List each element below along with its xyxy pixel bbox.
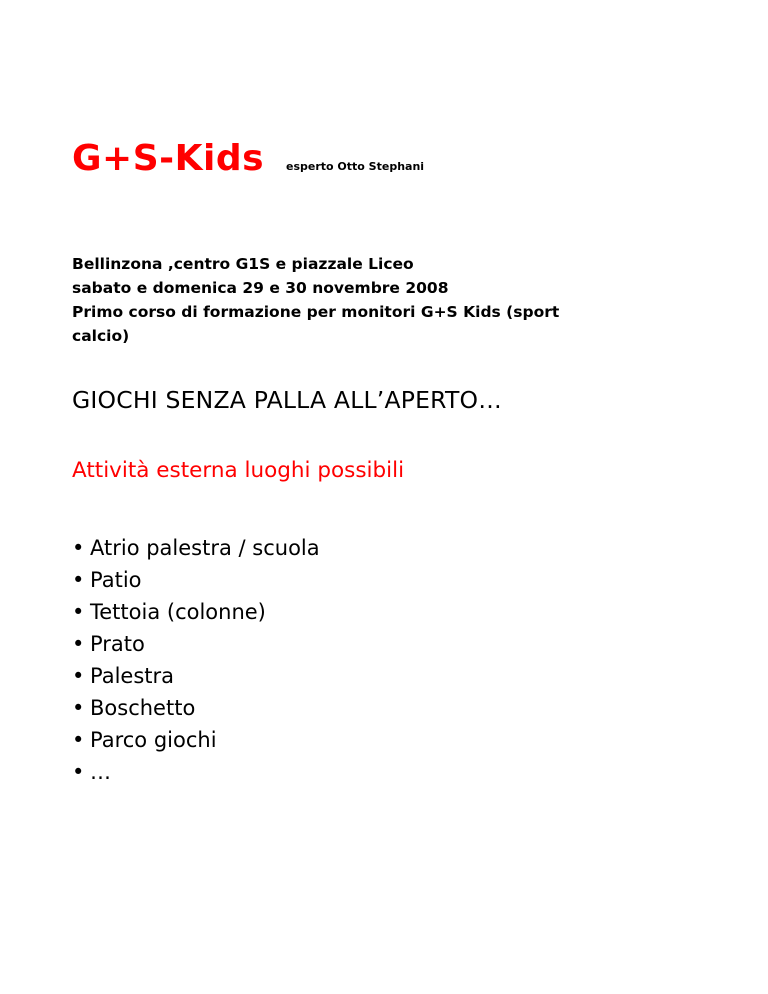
list-item (72, 660, 320, 692)
locations-list (72, 532, 320, 788)
bullet-icon: • (72, 728, 85, 752)
course-info (72, 252, 672, 348)
list-item-label: … (90, 760, 111, 784)
list-item (72, 724, 320, 756)
list-item-label: Prato (90, 632, 145, 656)
list-item (72, 564, 320, 596)
expert-name: esperto Otto Stephani (286, 160, 425, 173)
list-item-label: Atrio palestra / scuola (90, 536, 320, 560)
list-item (72, 756, 320, 788)
list-item (72, 596, 320, 628)
bullet-icon: • (72, 600, 85, 624)
list-item-label: Palestra (90, 664, 175, 688)
list-item (72, 628, 320, 660)
list-item-label: Boschetto (90, 696, 196, 720)
list-item-label: Tettoia (colonne) (90, 600, 266, 624)
section-heading: GIOCHI SENZA PALLA ALL’APERTO… (72, 386, 502, 414)
info-line-course-cont: calcio) (72, 327, 130, 345)
bullet-icon: • (72, 568, 85, 592)
bullet-icon: • (72, 696, 85, 720)
bullet-icon: • (72, 632, 85, 656)
list-item (72, 532, 320, 564)
info-line-dates: sabato e domenica 29 e 30 novembre 2008 (72, 279, 449, 297)
section-subheading: Attività esterna luoghi possibili (72, 458, 405, 483)
bullet-icon: • (72, 536, 85, 560)
info-line-course: Primo corso di formazione per monitori G+S Kids (sport (72, 303, 560, 321)
bullet-icon: • (72, 664, 85, 688)
list-item-label: Patio (90, 568, 142, 592)
bullet-icon: • (72, 760, 85, 784)
title-row (72, 138, 424, 179)
document-title: G+S-Kids (72, 138, 265, 179)
list-item-label: Parco giochi (90, 728, 217, 752)
info-line-location: Bellinzona ,centro G1S e piazzale Liceo (72, 255, 414, 273)
list-item (72, 692, 320, 724)
